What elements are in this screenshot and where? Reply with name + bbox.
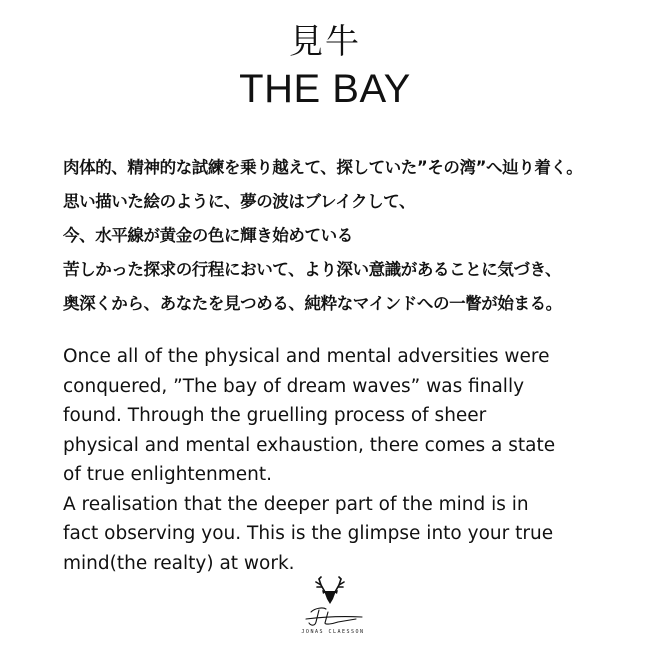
svg-text:JONAS CLAESSON: JONAS CLAESSON (301, 629, 365, 635)
english-line: of true enlightenment. (63, 464, 273, 485)
signature-name-lettering (292, 625, 374, 635)
japanese-line: 肉体的、精神的な試練を乗り越えて、探していた”その湾”へ辿り着く。 (63, 158, 583, 177)
english-line: Once all of the physical and mental adversities were (63, 346, 550, 367)
english-line: A realisation that the deeper part of the mind is in (63, 493, 529, 515)
title-english: THE BAY (239, 67, 411, 111)
english-line: fact observing you. This is the glimpse into your true (63, 523, 554, 544)
english-line: physical and mental exhaustion, there comes a state (63, 434, 556, 456)
signature-logo (292, 575, 374, 639)
japanese-line: 奥深くから、あなたを見つめる、純粋なマインドへの一瞥が始まる。 (63, 294, 562, 313)
japanese-line: 苦しかった探求の行程において、より深い意識があることに気づき、 (63, 260, 562, 279)
english-line: conquered, ”The bay of dream waves” was finally (63, 375, 525, 397)
japanese-line: 思い描いた絵のように、夢の波はブレイクして、 (63, 192, 416, 211)
title-japanese: 見牛 (289, 22, 361, 62)
english-line: found. Through the gruelling process of sheer (63, 405, 487, 426)
english-line: mind(the realty) at work. (63, 552, 295, 574)
english-paragraph (63, 342, 643, 578)
japanese-line: 今、水平線が黄金の色に輝き始めている (63, 226, 353, 245)
japanese-paragraph (63, 151, 643, 321)
